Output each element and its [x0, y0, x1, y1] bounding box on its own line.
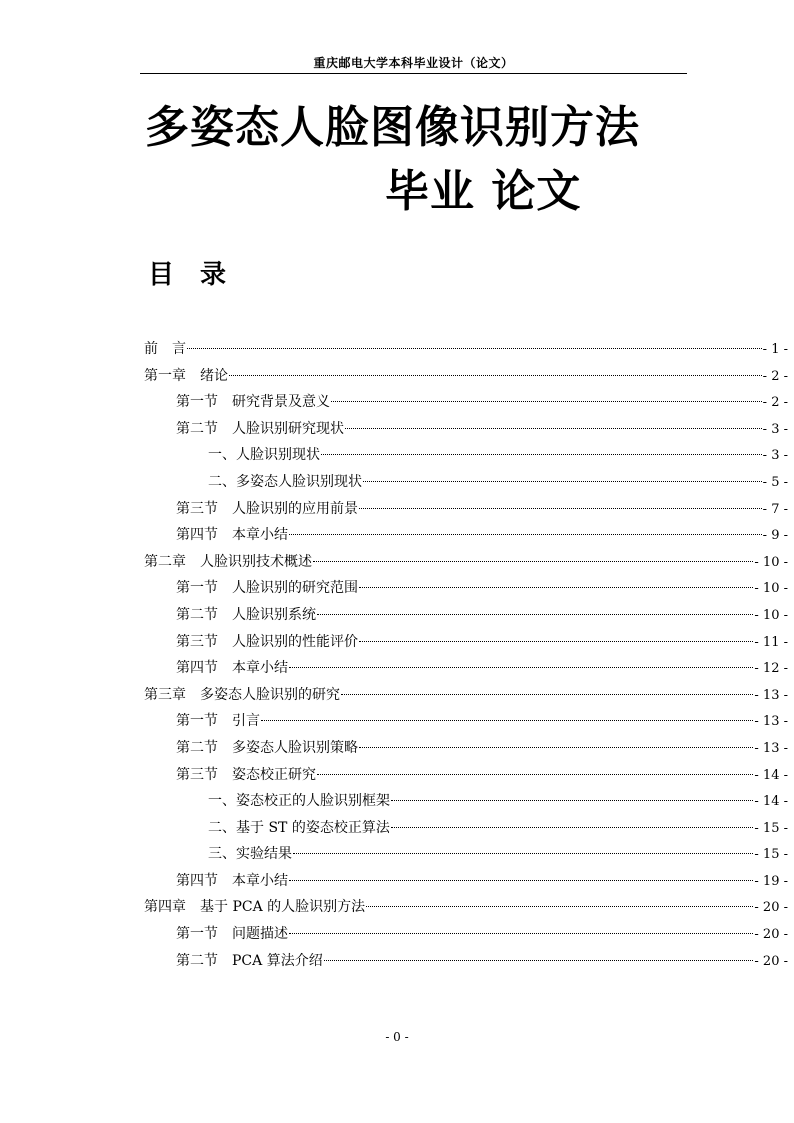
dot-leader	[289, 880, 753, 881]
toc-entry-label: 前 言	[144, 341, 186, 357]
title-line-1: 多姿态人脸图像识别方法	[145, 102, 640, 153]
toc-entry-label: 三、实验结果	[208, 846, 292, 863]
toc-entry-label: 第三节 姿态校正研究	[176, 766, 316, 783]
toc-heading	[148, 254, 226, 291]
toc-entry-page: - 15 -	[754, 847, 788, 863]
toc-entry-label: 第二节 PCA 算法介绍	[176, 952, 323, 969]
dot-leader	[289, 667, 753, 668]
toc-entry-label: 第三节 人脸识别的性能评价	[176, 633, 358, 650]
toc-entry[interactable]	[144, 363, 788, 390]
dot-leader	[391, 827, 754, 828]
toc-entry-label: 第三节 人脸识别的应用前景	[176, 500, 358, 517]
dot-leader	[321, 454, 762, 455]
toc-entry[interactable]	[144, 894, 788, 921]
toc-entry-page: - 20 -	[754, 927, 788, 943]
toc-entry-page: - 7 -	[762, 501, 788, 517]
dot-leader	[331, 401, 762, 402]
table-of-contents	[144, 336, 788, 974]
toc-entry[interactable]	[144, 575, 788, 602]
toc-entry-page: - 20 -	[754, 900, 788, 916]
toc-entry-page: - 3 -	[762, 421, 788, 437]
dot-leader	[359, 508, 762, 509]
toc-entry[interactable]	[144, 921, 788, 948]
toc-entry-label: 二、基于 ST 的姿态校正算法	[208, 819, 390, 836]
dot-leader	[359, 747, 753, 748]
dot-leader	[366, 906, 753, 907]
toc-entry[interactable]	[144, 708, 788, 735]
toc-entry-page: - 2 -	[762, 368, 788, 384]
toc-entry-label: 第二节 多姿态人脸识别策略	[176, 739, 358, 756]
document-title	[145, 96, 705, 224]
toc-entry-label: 第二节 人脸识别研究现状	[176, 420, 344, 437]
header-rule	[140, 73, 687, 74]
dot-leader	[363, 481, 762, 482]
toc-entry[interactable]	[144, 868, 788, 895]
toc-entry-page: - 9 -	[762, 528, 788, 544]
toc-entry-label: 第一节 研究背景及意义	[176, 394, 330, 411]
toc-entry[interactable]	[144, 682, 788, 709]
toc-entry-page: - 10 -	[754, 554, 788, 570]
dot-leader	[317, 614, 753, 615]
toc-entry-label: 第四节 本章小结	[176, 872, 288, 889]
toc-entry[interactable]	[144, 629, 788, 656]
toc-entry-page: - 10 -	[754, 607, 788, 623]
toc-entry-page: - 13 -	[754, 687, 788, 703]
toc-entry[interactable]	[144, 841, 788, 868]
toc-entry-page: - 3 -	[762, 448, 788, 464]
toc-entry-page: - 14 -	[754, 767, 788, 783]
dot-leader	[324, 960, 754, 961]
dot-leader	[261, 720, 753, 721]
toc-entry[interactable]	[144, 549, 788, 576]
toc-heading-char-2: 录	[200, 260, 227, 290]
toc-entry-label: 第二章 人脸识别技术概述	[144, 553, 312, 570]
toc-entry-page: - 13 -	[754, 740, 788, 756]
toc-entry[interactable]	[144, 762, 788, 789]
dot-leader	[317, 774, 753, 775]
dot-leader	[229, 375, 762, 376]
toc-entry-label: 第一节 问题描述	[176, 926, 288, 943]
toc-entry[interactable]	[144, 788, 788, 815]
toc-entry-label: 第一章 绪论	[144, 367, 228, 384]
toc-entry[interactable]	[144, 815, 788, 842]
page-number: - 0 -	[385, 1030, 409, 1044]
toc-entry[interactable]	[144, 442, 788, 469]
toc-entry-label: 一、姿态校正的人脸识别框架	[208, 793, 390, 810]
toc-entry-label: 第三章 多姿态人脸识别的研究	[144, 686, 340, 703]
toc-entry-label: 二、多姿态人脸识别现状	[208, 473, 362, 490]
toc-entry-page: - 12 -	[754, 661, 788, 677]
dot-leader	[289, 933, 753, 934]
toc-entry[interactable]	[144, 336, 788, 363]
dot-leader	[187, 348, 762, 349]
toc-entry[interactable]	[144, 655, 788, 682]
running-header: 重庆邮电大学本科毕业设计（论文）	[313, 56, 514, 70]
toc-entry-page: - 1 -	[762, 342, 788, 357]
dot-leader	[345, 428, 762, 429]
toc-entry[interactable]	[144, 522, 788, 549]
toc-entry-page: - 14 -	[754, 794, 788, 810]
toc-entry[interactable]	[144, 602, 788, 629]
toc-entry-page: - 10 -	[754, 581, 788, 597]
toc-entry-label: 第一节 人脸识别的研究范围	[176, 580, 358, 597]
dot-leader	[391, 800, 753, 801]
toc-entry-page: - 15 -	[754, 820, 788, 836]
toc-entry[interactable]	[144, 389, 788, 416]
dot-leader	[359, 641, 753, 642]
toc-entry-label: 第四节 本章小结	[176, 527, 288, 544]
title-line-2: 毕业 论文	[385, 166, 582, 217]
dot-leader	[293, 853, 753, 854]
toc-entry[interactable]	[144, 735, 788, 762]
toc-entry[interactable]	[144, 496, 788, 523]
toc-entry-label: 第四章 基于 PCA 的人脸识别方法	[144, 899, 366, 916]
toc-entry-label: 一、人脸识别现状	[208, 447, 320, 464]
dot-leader	[313, 561, 753, 562]
toc-entry-label: 第一节 引言	[176, 713, 260, 730]
toc-entry[interactable]	[144, 469, 788, 496]
toc-entry-page: - 2 -	[762, 395, 788, 411]
dot-leader	[341, 694, 753, 695]
dot-leader	[359, 587, 753, 588]
toc-entry[interactable]	[144, 416, 788, 443]
toc-entry-page: - 13 -	[754, 714, 788, 730]
toc-entry-label: 第四节 本章小结	[176, 660, 288, 677]
toc-heading-char-1: 目	[148, 260, 175, 290]
toc-entry-page: - 20 -	[754, 953, 788, 969]
toc-entry-page: - 5 -	[762, 474, 788, 490]
dot-leader	[289, 534, 762, 535]
toc-entry-page: - 11 -	[754, 634, 788, 650]
toc-entry-page: - 19 -	[754, 873, 788, 889]
toc-entry-label: 第二节 人脸识别系统	[176, 606, 316, 623]
toc-entry[interactable]	[144, 948, 788, 975]
